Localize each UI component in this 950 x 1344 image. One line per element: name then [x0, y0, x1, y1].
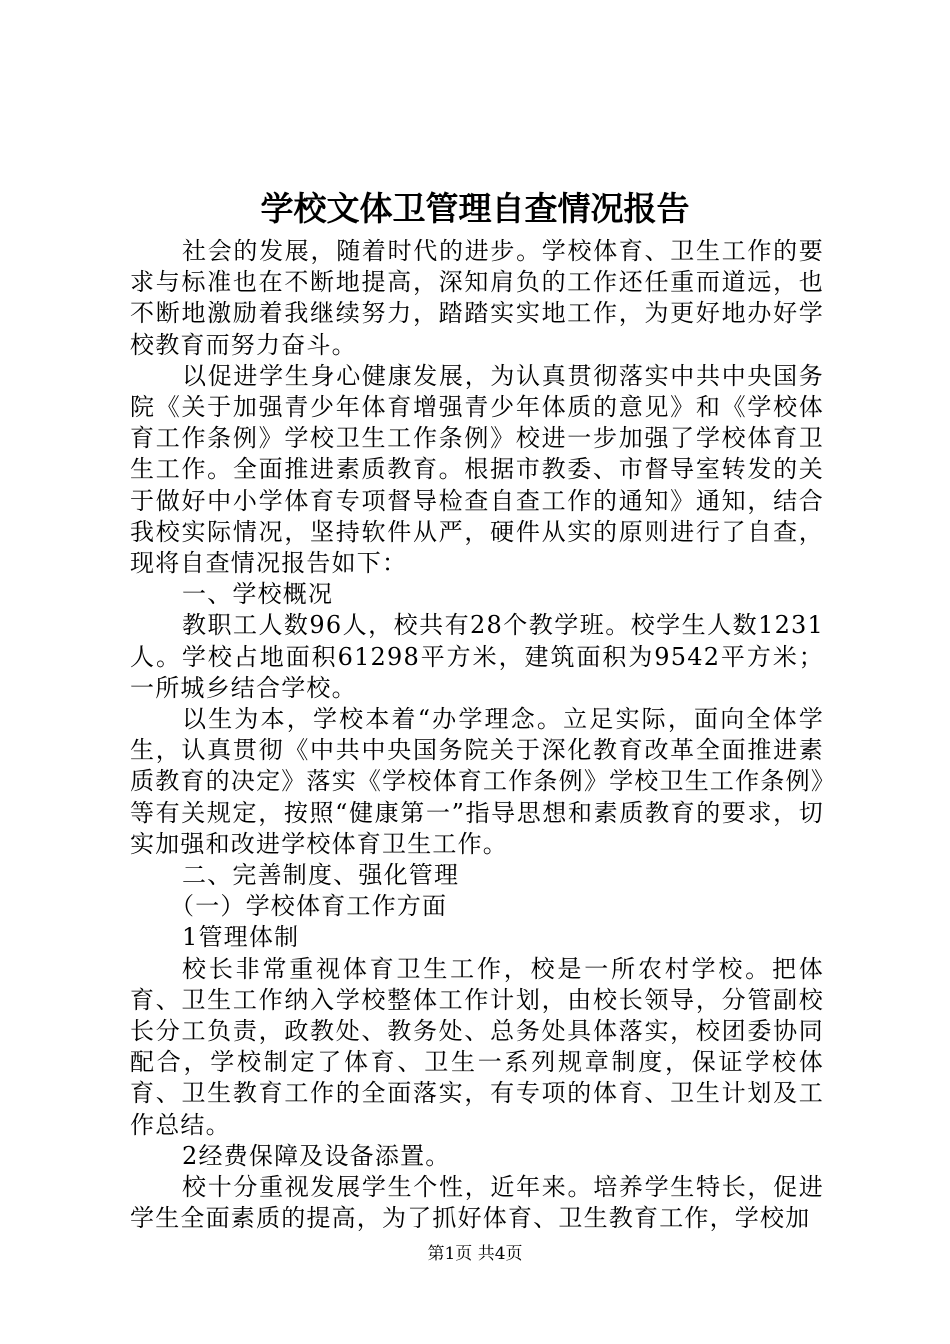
section-heading-management: 二、完善制度、强化管理	[182, 861, 460, 890]
document-body	[130, 236, 824, 1235]
paragraph-philosophy: 以生为本，学校本着“办学理念。立足实际，面向全体学生，认真贯彻《中共中央国务院关于深化教育改革全面推进素质教育的决定》落实《学校体育工作条例》学校卫生工作条例》等有关规定，按照“健康第一”指导思想和素质教育的要求，切实加强和改进学校体育卫生工作。	[130, 705, 824, 858]
item-heading-funding: 2经费保障及设备添置。	[182, 1141, 451, 1170]
paragraph-management-system: 校长非常重视体育卫生工作，校是一所农村学校。把体育、卫生工作纳入学校整体工作计划，由校长领导，分管副校长分工负责，政教处、教务处、总务处具体落实，校团委协同配合，学校制定了体育、卫生一系列规章制度，保证学校体育、卫生教育工作的全面落实，有专项的体育、卫生计划及工作总结。	[130, 954, 824, 1139]
paragraph-intro: 社会的发展，随着时代的进步。学校体育、卫生工作的要求与标准也在不断地提高，深知肩负的工作还任重而道远，也不断地激励着我继续努力，踏踏实实地工作，为更好地办好学校教育而努力奋斗。	[130, 237, 824, 359]
document-title: 学校文体卫管理自查情况报告	[260, 189, 690, 228]
paragraph-purpose: 以促进学生身心健康发展，为认真贯彻落实中共中央国务院《关于加强青少年体育增强青少年体质的意见》和《学校体育工作条例》学校卫生工作条例》校进一步加强了学校体育卫生工作。全面推进素质教育。根据市教委、市督导室转发的关于做好中小学体育专项督导检查自查工作的通知》通知，结合我校实际情况，坚持软件从严，硬件从实的原则进行了自查，现将自查情况报告如下：	[130, 361, 824, 578]
item-heading-management-system: 1管理体制	[182, 923, 300, 952]
paragraph-school-stats: 教职工人数96人，校共有28个教学班。校学生人数1231人。学校占地面积61298平方米，建筑面积为9542平方米；一所城乡结合学校。	[130, 611, 824, 702]
section-heading-overview: 一、学校概况	[182, 580, 334, 609]
paragraph-funding: 校十分重视发展学生个性，近年来。培养学生特长，促进学生全面素质的提高，为了抓好体育、卫生教育工作，学校加	[130, 1173, 824, 1233]
page-footer: 第1页 共4页	[427, 1244, 523, 1264]
subsection-heading-pe: （一）学校体育工作方面	[170, 892, 448, 921]
